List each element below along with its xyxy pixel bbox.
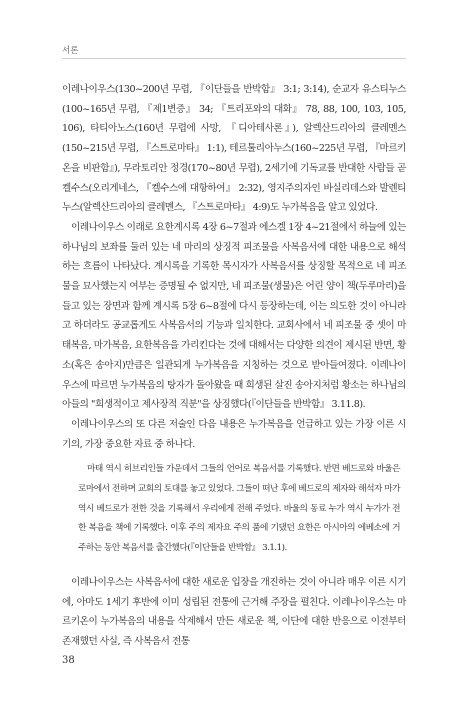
paragraph-intro-quote: 이레나이우스의 또 다른 저술인 다음 내용은 누가복음을 언급하고 있는 가장 이른 시기의, 가장 중요한 자료 중 하나다.: [62, 418, 406, 450]
paragraph-four-creatures: 이레나이우스 이래로 요한계시록 4장 6~7절과 에스겔 1장 4~21절에서 하늘에 있는 하나님의 보좌를 둘러 있는 네 마리의 상징적 피조물을 사복음서에 대한 내용으로 해석하는 흐름이 나타났다. 계시록을 기록한 목시자가 사복음서를 상징할 목적으로 네 피조물을 묘사했는지 여부는 증명될 수 없지만, 네 피조물(생물)은 어린 양이 책(두루마리)을 들고 있는 장면과 함께 계시록 5장 6~8절에 다시 등장하는데, 이는 의도한 것이 아니라고 하더라도 공교롭게도 사복음서의 기능과 일치한다. 교회사에서 네 피조물 중 셋이 마태복음, 마가복음, 요한복음을 가리킨다는 것에 대해서는 다양한 의견이 제시된 반면, 황소(혹은 송아지)만큼은 일관되게 누가복음을 지칭하는 것으로 받아들여졌다. 이레나이우스에 따르면 누가복음의 탕자가 돌아왔을 때 희생된 살진 송아지처럼 황소는 하나님의 아들의 "희생적이고 제사장적 직분"을 상징했다(『이단들을 반박함』 3.11.8).: [62, 221, 406, 411]
block-quote: 마태 역시 히브리인들 가운데서 그들의 언어로 복음서를 기록했다. 반면 베드로와 바울은 로마에서 전하며 교회의 토대를 놓고 있었다. 그들이 떠난 후에 베드로의 제자와 해석자 마가 역시 베드로가 전한 것을 기록해서 우리에게 전해 주었다. 바울의 동료 누가 역시 누가가 전한 복음을 책에 기록했다. 이후 주의 제자요 주의 품에 기댔던 요한은 아시아의 에베소에 거주하는 동안 복음서를 출간했다(『이단들을 반박함』 3.1.1).: [78, 464, 400, 554]
paragraph-closing: 이레나이우스는 사복음서에 대한 새로운 입장을 개진하는 것이 아니라 매우 이른 시기에, 아마도 1세기 후반에 이미 성립된 전통에 근거해 주장을 펼친다. 이레나이우스는 마르키온이 누가복음의 내용을 삭제해서 만든 새로운 책, 이단에 대한 반응으로 이전부터 존재했던 사실, 즉 사복음서 전통: [62, 576, 406, 647]
page-number: 38: [62, 655, 75, 666]
header-rule: [62, 58, 406, 59]
paragraph-witnesses: 이레나이우스(130~200년 무렵, 『이단들을 반박함』 3:1; 3:14), 순교자 유스티누스(100~165년 무렵, 『제1변증』 34; 『트리포와의 대화』 78, 88, 100, 103, 105, 106), 타티아노스(160년 무렵에 사망, 『디아테사론』), 알렉산드리아의 클레멘스(150~215년 무렵, 『스트로마타』 1:1), 테르툴리아누스(160~225년 무렵, 『마르키온을 비판함』), 무라토리안 정경(170~80년 무렵), 2세기에 기독교를 반대한 사람들 곧 켈수스(오리게네스, 『켈수스에 대항하여』 2:32), 영지주의자인 바실리데스와 발렌티누스(알렉산드리아의 클레멘스, 『스트로마타』 4:9)도 누가복음을 알고 있었다.: [62, 84, 406, 214]
page-body: [62, 80, 406, 652]
running-header: 서론: [62, 46, 79, 56]
